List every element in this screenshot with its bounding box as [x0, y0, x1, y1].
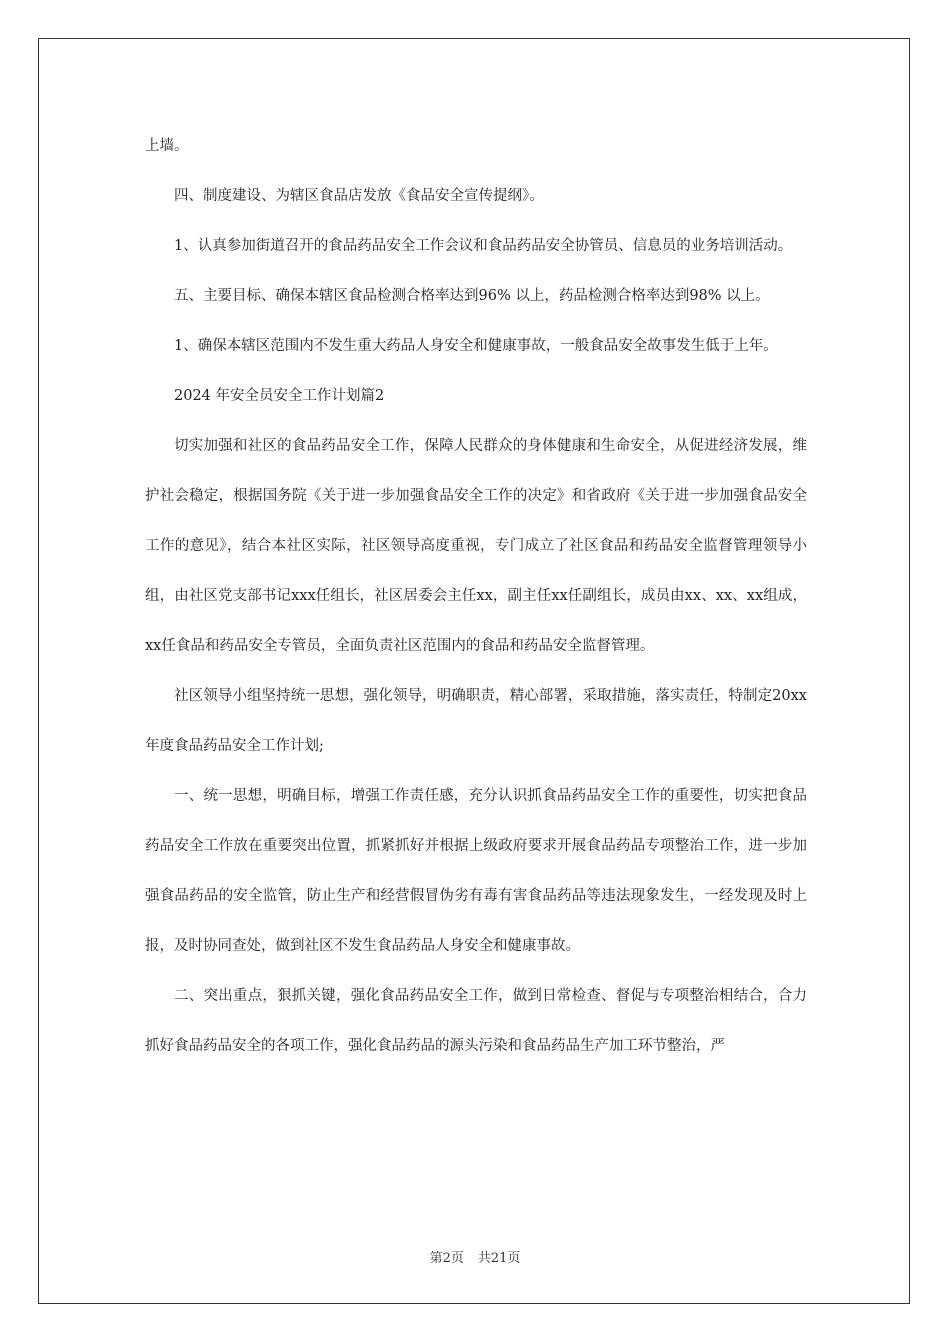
paragraph: 一、统一思想，明确目标，增强工作责任感，充分认识抓食品药品安全工作的重要性，切实把食品药品安全工作放在重要突出位置，抓紧抓好并根据上级政府要求开展食品药品专项整治工作，进一步加强食品药品的安全监管，防止生产和经营假冒伪劣有毒有害食品药品等违法现象发生，一经发现及时上报，及时协同查处，做到社区不发生食品药品人身安全和健康事故。	[145, 788, 807, 954]
paragraph: 切实加强和社区的食品药品安全工作，保障人民群众的身体健康和生命安全，从促进经济发展，维护社会稳定，根据国务院《关于进一步加强食品安全工作的决定》和省政府《关于进一步加强食品安全工作的意见》，结合本社区实际，社区领导高度重视，专门成立了社区食品和药品安全监督管理领导小组，由社区党支部书记xxx任组长，社区居委会主任xx，副主任xx任副组长，成员由xx、xx、xx组成，xx任食品和药品安全专管员，全面负责社区范围内的食品和药品安全监督管理。	[145, 438, 807, 654]
paragraph: 社区领导小组坚持统一思想，强化领导，明确职责，精心部署，采取措施，落实责任，特制定20xx 年度食品药品安全工作计划;	[145, 688, 807, 754]
document-body	[145, 121, 807, 1071]
page-footer	[0, 1247, 950, 1266]
paragraph: 2024 年安全员安全工作计划篇2	[174, 388, 385, 404]
paragraph: 1、认真参加街道召开的食品药品安全工作会议和食品药品安全协管员、信息员的业务培训活动。	[174, 238, 793, 254]
paragraph: 四、制度建设、为辖区食品店发放《食品安全宣传提纲》。	[174, 188, 544, 204]
paragraph: 1、确保本辖区范围内不发生重大药品人身安全和健康事故，一般食品安全故事发生低于上年。	[174, 338, 778, 354]
paragraph: 五、主要目标、确保本辖区食品检测合格率达到96% 以上，药品检测合格率达到98% 以上。	[174, 288, 770, 304]
page-total: 共21页	[477, 1251, 521, 1266]
paragraph: 二、突出重点，狠抓关键，强化食品药品安全工作，做到日常检查、督促与专项整治相结合，合力抓好食品药品安全的各项工作，强化食品药品的源头污染和食品药品生产加工环节整治，严	[145, 988, 807, 1054]
page-number: 第2页	[429, 1251, 464, 1266]
paragraph: 上墙。	[145, 138, 189, 154]
